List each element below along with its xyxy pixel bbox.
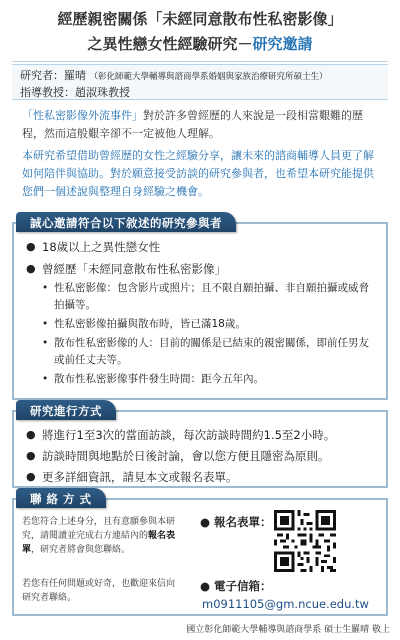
researcher-info (12, 64, 388, 100)
contact-form-bold: 報名表單 (22, 531, 176, 555)
procedure-bullet-2: ● 訪談時間與地點於日後討論，會以您方便且隱密為原則。 (24, 447, 376, 465)
form-label: ● 報名表單： (200, 515, 272, 529)
procedure-tab: 研究進行方式 (16, 400, 116, 420)
email-address[interactable]: m0911105@gm.ncue.edu.tw (202, 597, 369, 611)
researcher-line (20, 68, 380, 85)
eligibility-sub-2: • 性私密影像拍攝與散布時，皆已滿18歲。 (24, 316, 376, 333)
footer-signature: 國立彰化師範大學輔導與諮商學系 碩士生羅晴 敬上 (186, 625, 390, 635)
eligibility-bullet-1: ● 18歲以上之異性戀女性 (24, 238, 376, 256)
contact-questions: 若您有任何問題或好奇，也歡迎來信向研究者聯絡。 (22, 579, 176, 603)
intro-highlight: 「性私密影像外流事件」 (22, 109, 143, 122)
contact-text-a: 若您符合上述身分，且有意願參與本研究，請閱讀並完成右方連結內的 (22, 517, 176, 541)
eligibility-section (12, 222, 388, 400)
intro-paragraph-2: 本研究希望借助曾經歷的女性之經驗分享，讓未來的諮商輔導人員更了解如何陪伴與協助。對於願意接受訪談的研究參與者，也希望本研究能提供您們一個述說與整理自身經驗之機會。 (22, 149, 374, 198)
qr-code-icon[interactable] (274, 510, 336, 572)
procedure-list (24, 426, 376, 486)
eligibility-list (24, 238, 376, 388)
contact-instructions (22, 515, 182, 557)
poster-header (0, 0, 400, 60)
title-accent: 研究邀請 (252, 35, 313, 53)
title-line-2-prefix: 之異性戀女性經驗研究－ (87, 35, 253, 53)
contact-text-b: ，研究者將會與您聯絡。 (31, 545, 131, 555)
title-line-2 (0, 33, 400, 54)
researcher-affiliation: （彰化師範大學輔導與諮商學系婚姻與家族治療研究所碩士生） (89, 72, 328, 82)
contact-tab: 聯 絡 方 式 (16, 488, 106, 508)
researcher-name: 研究者：羅晴 (20, 69, 86, 82)
advisor-line: 指導教授：趙淑珠教授 (20, 86, 130, 99)
eligibility-bullet-2: ● 曾經歷「未經同意散布性私密影像」 (24, 260, 376, 278)
procedure-section (12, 410, 388, 488)
intro-p1-rest: 對於許多曾經歷的人來說是一段相當艱難的歷程，然而這般艱辛卻不一定被他人理解。 (22, 109, 363, 140)
title-line-1: 經歷親密關係「未經同意散布性私密影像」 (57, 10, 343, 28)
eligibility-sub-1: • 性私密影像：包含影片或照片；且不限自願拍攝、非自願拍攝或威脅拍攝等。 (24, 280, 376, 314)
header-divider (12, 61, 388, 62)
eligibility-sub-3: • 散布性私密影像的人：目前的關係是已結束的親密關係，即前任男友或前任丈夫等。 (24, 335, 376, 369)
procedure-bullet-3: ● 更多詳細資訊，請見本文或報名表單。 (24, 468, 376, 486)
eligibility-sub-4: • 散布性私密影像事件發生時間：距今五年內。 (24, 371, 376, 388)
intro-paragraph-1 (22, 107, 382, 143)
eligibility-tab: 誠心邀請符合以下敘述的研究參與者 (16, 212, 236, 232)
intro-text (22, 107, 382, 205)
email-label: ● 電子信箱： (200, 579, 272, 593)
procedure-bullet-1: ● 將進行1至3次的當面訪談，每次訪談時間約1.5至2小時。 (24, 426, 376, 444)
